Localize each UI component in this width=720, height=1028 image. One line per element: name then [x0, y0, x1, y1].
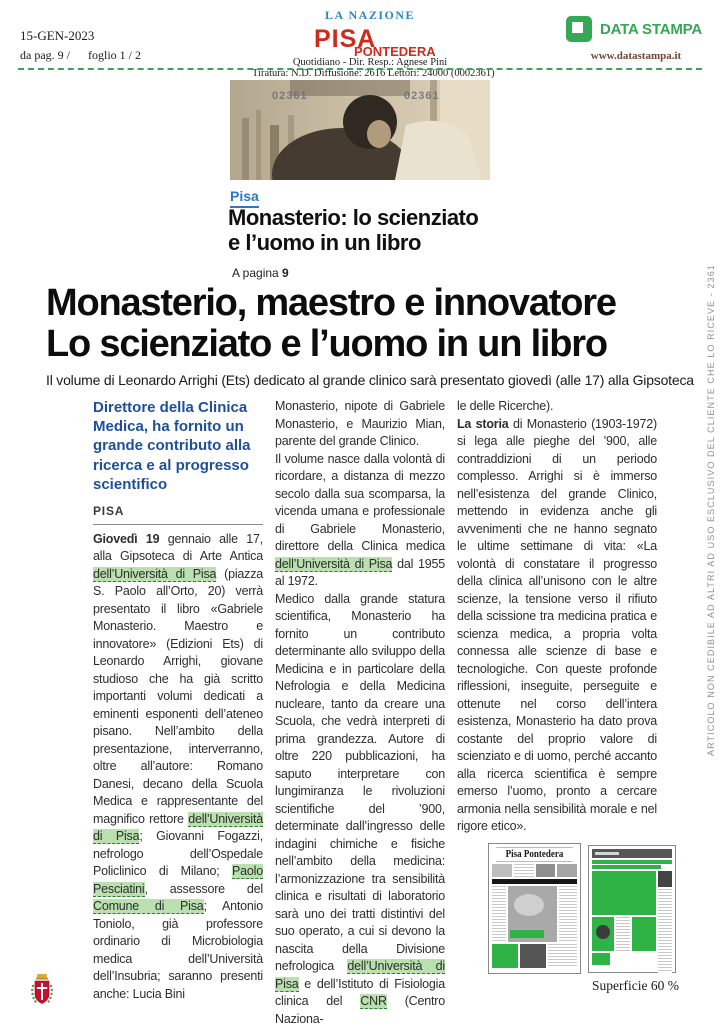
page-thumbnail-article-page	[588, 845, 676, 973]
article-intro: Direttore della Clinica Medica, ha fornito un grande contributo alla ricerca e al progresso scientifico	[93, 399, 251, 493]
pisa-coat-of-arms-icon	[30, 972, 54, 1006]
page-reference-label: A pagina	[232, 266, 283, 280]
main-headline	[46, 283, 686, 365]
copyright-vertical-note: ARTICOLO NON CEDIBILE AD ALTRI AD USO ESCLUSIVO DEL CLIENTE CHE LO RICEVE - 2361	[706, 264, 716, 756]
article-column-2-text: Monasterio, nipote di Gabriele Monasterio, e Maurizio Mian, parente del grande Clinico. Il volume nasce dalla volontà di ricordare, a distanza di mezzo secolo dalla sua scomparsa, la vicenda umana e professionale di Gabriele Monasterio, direttore della Clinica medica dell’Università di Pisa dal 1955 al 1972. Medico dalla grande statura scientifica, Monasterio ha fornito un contributo determinante allo sviluppo della Medicina e in particolare della Nefrologia e della Medicina nucleare, tanto da creare una Scuola, che vedrà interpreti di prima grandezza. Autore di oltre 220 pubblicazioni, ha saputo interpretare con lungimiranza le rivoluzioni scientifiche del ’900, determinate dall’ingresso delle indagini chimiche e fisiche nell’ambito della medicina: l’armonizzazione tra sensibilità clinica e risultati di laboratorio sarà uno dei tratti distintivi del suo operato, a cui si devono la nascita della Divisione nefrologica dell’Università di Pisa e dell’Istituto di Fisiologia clinica del CNR (Centro Naziona-	[275, 399, 445, 1026]
article-column-1-text: Giovedì 19 gennaio alle 17, alla Gipsoteca di Arte Antica dell’Università di Pisa (piazza S. Paolo all’Orto, 20) verrà presentato il libro «Gabriele Monasterio. Maestro e innovatore» (Edizioni Ets) di Leonardo Arrighi, giovane studioso che ha già scritto importanti volumi dedicati a eminenti esponenti dell’ateneo pisano. Nell’ambito della presentazione, interverranno, oltre all’autore: Romano Danesi, decano della Scuola Medica e rappresentante del magnifico rettore dell’Università di Pisa; Giovanni Fogazzi, nefrologo dell’Ospedale Policlinico di Milano; Paolo Pesciatini, assessore del Comune di Pisa; Antonio Toniolo, già professore ordinario di Microbiologia medica dell’Università dell’Insubria; saranno presenti anche: Lucia Bini	[93, 531, 264, 1001]
data-stampa-url: www.datastampa.it	[590, 50, 682, 62]
page-thumbnail-frontpage	[488, 843, 581, 974]
article-photo	[230, 80, 490, 180]
scientist-photo-illustration	[230, 80, 490, 180]
article-column-2	[275, 398, 445, 1028]
header-divider	[18, 68, 702, 70]
article-column-3-text: le delle Ricerche). La storia di Monasterio (1903-1972) si lega alle pieghe del ’900, alle contraddizioni di un periodo complesso. Arrighi si è immerso nell’esistenza del grande Clinico, mettendo in evidenza anche gli avvenimenti che ne hanno segnato le ultime settimane di vita: «La volontà di constatare il progresso della clinica all’unisono con le altre scienze, la tensione verso il rifiuto della scissione tra medicina pratica e scienza medica, a propria volta connessa alle scienze di base e tecnologiche. Con queste profonde riflessioni, inseguite, perseguite e ottenute nel corso dell’intera esistenza, Monasterio ha dato prova costante del proprio valore di scienziato e di uomo, perché accanto alla ricerca scientifica è sempre emerso l’uomo, pronto a cercare armonia nella sensibilità morale e nel rigore etico».	[457, 399, 657, 833]
thumbnail2-photo-highlight	[592, 917, 614, 951]
masthead-info-line1: Quotidiano - Dir. Resp.: Agnese Pini	[292, 57, 448, 68]
data-stampa-logo-icon	[566, 16, 592, 42]
masthead-pisa-pontedera	[252, 23, 488, 57]
main-headline-line2: Lo scienziato e l’uomo in un libro	[46, 323, 607, 366]
data-stampa-name: DATA STAMPA	[600, 20, 702, 38]
surface-percentage: Superficie 60 %	[592, 978, 679, 993]
masthead-info-line2: Tiratura: N.D. Diffusione: 2616 Lettori: 24000 (0002361)	[252, 68, 495, 79]
clip-page-info	[20, 48, 159, 63]
thumbnail2-headline-highlight	[592, 860, 672, 864]
watermark-left: 02361	[272, 90, 308, 102]
data-stampa-block	[566, 16, 706, 62]
thumbnail-headline-bar	[492, 879, 577, 884]
article-column-1	[93, 398, 263, 1028]
standfirst: Il volume di Leonardo Arrighi (Ets) dedicato al grande clinico sarà presentato giovedì (alle 17) alla Gipsoteca	[46, 372, 694, 388]
thumbnail-masthead: Pisa Pontedera	[496, 847, 573, 862]
thumbnail-teaser-row	[492, 864, 577, 877]
masthead-pisa: PISA	[314, 25, 377, 53]
article-location-label: PISA	[93, 504, 263, 525]
teaser-headline	[228, 206, 498, 255]
page-reference-number: 9	[282, 266, 289, 280]
watermark-right: 02361	[404, 90, 440, 102]
teaser-kicker: Pisa	[230, 188, 259, 208]
teaser-headline-line2: e l’uomo in un libro	[228, 229, 421, 255]
masthead-pontedera: PONTEDERA	[354, 44, 436, 59]
teaser-headline-line1: Monasterio: lo scienziato	[228, 205, 479, 230]
main-headline-line1: Monasterio, maestro e innovatore	[46, 282, 616, 324]
page-reference	[232, 266, 289, 280]
from-page-label: da pag. 9 /	[20, 48, 70, 62]
thumbnail-main-area	[492, 886, 577, 942]
thumbnail2-bw-photo	[658, 871, 672, 887]
thumbnail-bottom-row	[492, 944, 577, 968]
masthead-la-nazione: LA NAZIONE	[324, 8, 416, 22]
clip-date: 15-GEN-2023	[20, 28, 95, 43]
thumbnail2-header-bar	[592, 849, 672, 858]
thumbnail2-article-highlight	[592, 871, 656, 915]
thumbnail-highlight-block	[492, 944, 518, 968]
sheet-label: foglio 1 / 2	[88, 48, 141, 62]
thumbnail-photo	[508, 886, 557, 942]
